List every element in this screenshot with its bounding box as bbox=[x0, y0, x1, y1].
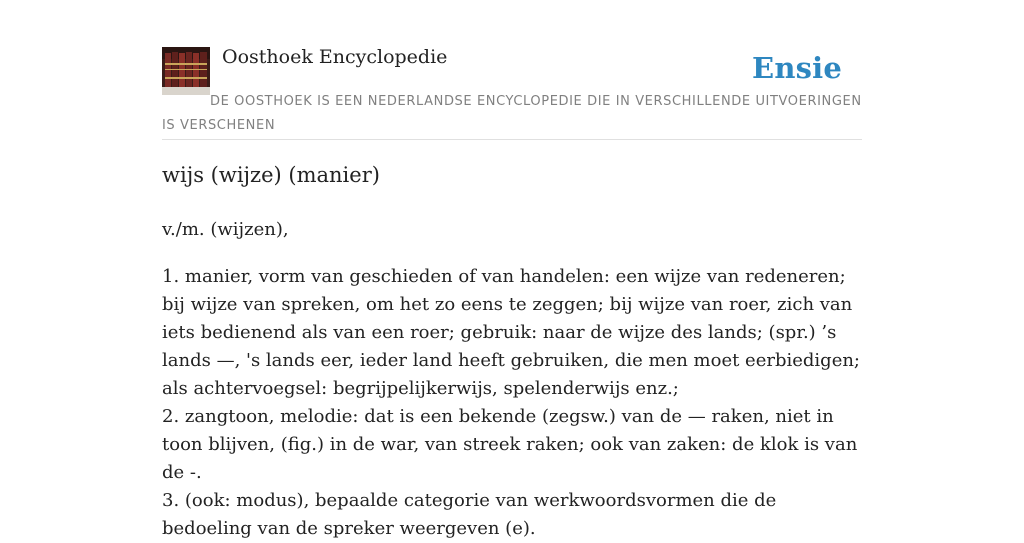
entry-title: wijs (wijze) (manier) bbox=[162, 163, 380, 187]
book-spines-icon bbox=[162, 47, 210, 95]
entry-grammar: v./m. (wijzen), bbox=[162, 219, 289, 240]
source-description: DE OOSTHOEK IS EEN NEDERLANDSE ENCYCLOPEDIE DIE IN VERSCHILLENDE UITVOERINGEN IS VERSCHENEN bbox=[162, 94, 862, 133]
source-header bbox=[162, 0, 862, 140]
page-content bbox=[162, 0, 862, 539]
definition-sense-1: 1. manier, vorm van geschieden of van handelen: een wijze van redeneren; bij wijze van spreken, om het zo eens te zeggen; bij wijze van roer, zich van iets bedienend als van een roer; gebruik: naar de wijze des lands; (spr.) ’s lands —, 's lands eer, ieder land heeft gebruiken, die men moet eerbiedigen; als achtervoegsel: begrijpelijkerwijs, spelenderwijs enz.; bbox=[162, 266, 861, 399]
source-name[interactable]: Oosthoek Encyclopedie bbox=[222, 46, 448, 68]
definition-sense-3: 3. (ook: modus), bepaalde categorie van werkwoordsvormen die de bedoeling van de spreker weergeven (e). bbox=[162, 490, 777, 539]
ensie-logo[interactable]: Ensie bbox=[752, 51, 842, 85]
entry-definition bbox=[162, 263, 866, 543]
definition-sense-2: 2. zangtoon, melodie: dat is een bekende (zegsw.) van de — raken, niet in toon blijven, (fig.) in de war, van streek raken; ook van zaken: de klok is van de -. bbox=[162, 406, 858, 483]
source-avatar[interactable] bbox=[162, 47, 210, 95]
